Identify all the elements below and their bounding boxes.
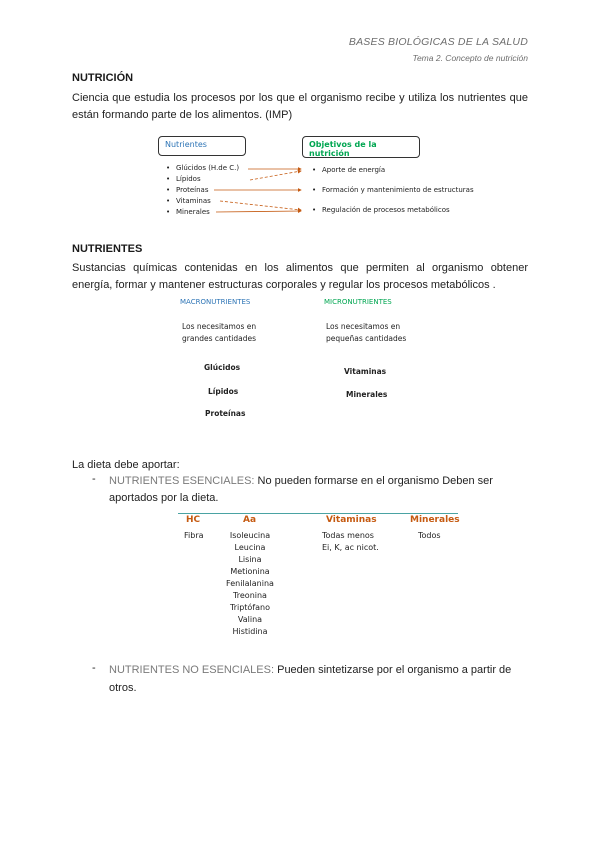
micronutrients-desc-line1: Los necesitamos en xyxy=(326,322,401,331)
objective-item-energia: Aporte de energía xyxy=(322,166,386,174)
macro-item-lipidos: Lípidos xyxy=(208,387,239,396)
nutrient-bullet: • xyxy=(166,164,171,172)
no-esenciales-line2: otros. xyxy=(109,682,137,694)
nutrient-bullet: • xyxy=(166,208,171,216)
micronutrients-title: MICRONUTRIENTES xyxy=(324,298,392,306)
arrow-vitaminas-regulacion xyxy=(220,201,301,210)
table-cell-aa-3: Metionina xyxy=(230,567,270,576)
table-cell-aa-5: Treonina xyxy=(233,591,267,600)
table-cell-aa-2: Lisina xyxy=(238,555,262,564)
table-cell-aa-4: Fenilalanina xyxy=(226,579,274,588)
objectives-box-title: Objetivos de la nutrición xyxy=(302,136,420,158)
nutrient-bullet: • xyxy=(166,175,171,183)
table-cell-aa-8: Histidina xyxy=(232,627,268,636)
no-esenciales-text: Pueden sintetizarse por el organismo a partir de xyxy=(274,664,512,676)
macro-item-proteinas: Proteínas xyxy=(205,409,246,418)
objective-item-regulacion: Regulación de procesos metabólicos xyxy=(322,206,450,214)
nutrient-item-vitaminas: Vitaminas xyxy=(176,197,211,205)
objective-bullet: • xyxy=(312,166,317,174)
list-dash: - xyxy=(92,662,96,674)
macronutrients-desc-line2: grandes cantidades xyxy=(182,334,256,343)
arrow-minerales-regulacion xyxy=(216,211,301,212)
objective-bullet: • xyxy=(312,186,317,194)
esenciales-line2: aportados por la dieta. xyxy=(109,492,219,504)
micronutrients-desc-line2: pequeñas cantidades xyxy=(326,334,407,343)
table-header-hc: HC xyxy=(186,515,201,525)
table-cell-minerales-0: Todos xyxy=(418,531,441,540)
nutrient-item-glucidos: Glúcidos (H.de C.) xyxy=(176,164,240,172)
table-rule xyxy=(178,513,458,514)
nutrient-item-proteinas: Proteínas xyxy=(176,186,209,194)
micro-item-minerales: Minerales xyxy=(346,390,388,399)
paragraph-nutrientes-line1: Sustancias químicas contenidas en los alimentos que permiten al organismo obtener xyxy=(72,262,528,274)
table-header-vitaminas: Vitaminas xyxy=(326,515,377,525)
objective-item-estructuras: Formación y mantenimiento de estructuras xyxy=(322,186,474,194)
section-heading-nutrientes: NUTRIENTES xyxy=(72,243,143,255)
nutrient-bullet: • xyxy=(166,197,171,205)
table-cell-fibra: Fibra xyxy=(184,531,204,540)
nutrients-box-title: Nutrientes xyxy=(158,136,246,156)
macro-item-glucidos: Glúcidos xyxy=(204,363,241,372)
table-header-minerales: Minerales xyxy=(410,515,460,525)
table-header-aa: Aa xyxy=(243,515,257,525)
table-cell-vitaminas-0: Todas menos xyxy=(322,531,374,540)
paragraph-nutrientes-line2: energía, formar y mantener estructuras corporales y regular los procesos metabólicos . xyxy=(72,279,496,291)
objective-bullet: • xyxy=(312,206,317,214)
micro-item-vitaminas: Vitaminas xyxy=(344,367,387,376)
section-heading-nutricion: NUTRICIÓN xyxy=(72,72,134,84)
header-title: BASES BIOLÓGICAS DE LA SALUD xyxy=(348,36,528,48)
esenciales-text: No pueden formarse en el organismo Deben ser xyxy=(254,475,493,487)
arrow-lipidos-energia xyxy=(250,171,301,180)
paragraph-nutricion-line2: están formando parte de los alimentos. (IMP) xyxy=(72,109,293,121)
nutrient-item-lipidos: Lípidos xyxy=(176,175,201,183)
table-cell-aa-0: Isoleucina xyxy=(229,531,271,540)
no-esenciales-line1 xyxy=(109,662,529,680)
table-cell-aa-7: Valina xyxy=(237,615,263,624)
list-dash: - xyxy=(92,473,96,485)
paragraph-nutricion-line1: Ciencia que estudia los procesos por los que el organismo recibe y utiliza los nutrientes que xyxy=(72,92,528,104)
diet-intro: La dieta debe aportar: xyxy=(72,459,180,471)
no-esenciales-label: NUTRIENTES NO ESENCIALES: xyxy=(109,664,275,676)
macronutrients-title: MACRONUTRIENTES xyxy=(180,298,251,306)
esenciales-label: NUTRIENTES ESENCIALES: xyxy=(109,475,255,487)
macronutrients-desc-line1: Los necesitamos en xyxy=(182,322,257,331)
esenciales-line1 xyxy=(109,473,529,491)
nutrient-bullet: • xyxy=(166,186,171,194)
nutrient-item-minerales: Minerales xyxy=(176,208,210,216)
table-cell-vitaminas-1: Ei, K, ac nicot. xyxy=(322,543,379,552)
table-cell-aa-1: Leucina xyxy=(234,543,266,552)
header-subtitle: Tema 2. Concepto de nutrición xyxy=(412,53,528,63)
table-cell-aa-6: Triptófano xyxy=(229,603,270,612)
